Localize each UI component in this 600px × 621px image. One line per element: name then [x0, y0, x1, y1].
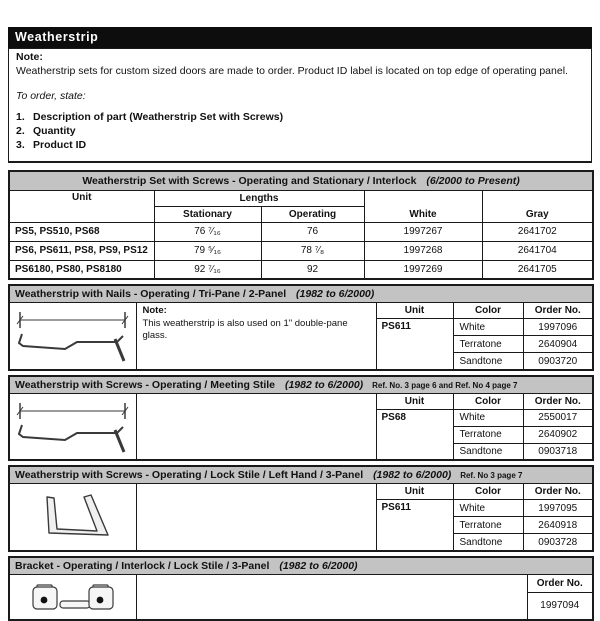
section-date-range: (1982 to 6/2000) — [284, 378, 364, 391]
color-cell: Terratone — [453, 517, 523, 534]
reference-note: Ref. No 3 page 7 — [460, 471, 523, 481]
table-row — [9, 260, 593, 279]
section-title: Bracket - Operating / Interlock / Lock Stile / 3-Panel — [15, 559, 270, 572]
column-header-unit: Unit — [376, 303, 453, 319]
color-cell: Terratone — [453, 426, 523, 443]
order-number-cell: 2640918 — [523, 517, 593, 534]
gray-order-cell: 2641705 — [482, 260, 593, 279]
step-text: Description of part (Weatherstrip Set with Screws) — [33, 110, 284, 123]
column-header-color: Color — [453, 393, 523, 409]
column-header-unit: Unit — [9, 190, 154, 222]
empty-cell — [136, 484, 376, 551]
order-instructions-intro: To order, state: — [16, 90, 86, 103]
table-row — [9, 222, 593, 241]
gray-order-cell: 2641704 — [482, 241, 593, 260]
weatherstrip-profile-drawing — [13, 306, 132, 366]
note-label: Note: — [142, 305, 167, 317]
column-header-stationary: Stationary — [154, 206, 261, 222]
color-cell: White — [453, 409, 523, 426]
white-order-cell: 1997268 — [364, 241, 482, 260]
section-date-range: (1982 to 6/2000) — [296, 288, 375, 301]
unit-cell: PS6180, PS80, PS8180 — [9, 260, 154, 279]
section-title: Weatherstrip with Nails - Operating / Tri-Pane / 2-Panel — [15, 288, 287, 301]
stationary-length-cell: 79 ⁵⁄₁₆ — [154, 241, 261, 260]
color-cell: Sandtone — [453, 534, 523, 551]
bracket-drawing — [17, 577, 129, 617]
column-header-color: Color — [453, 484, 523, 500]
order-number-cell: 2640902 — [523, 426, 593, 443]
order-number-cell: 2550017 — [523, 409, 593, 426]
section-title-bar — [9, 376, 593, 394]
order-number-cell: 0903728 — [523, 534, 593, 551]
column-header-gray: Gray — [482, 190, 593, 222]
section-date-range: (6/2000 to Present) — [426, 175, 520, 188]
reference-note: Ref. No. 3 page 6 and Ref. No 4 page 7 — [372, 380, 518, 390]
color-cell: Terratone — [453, 336, 523, 353]
order-number-cell: 2640904 — [523, 336, 593, 353]
drawing-cell — [9, 393, 136, 460]
order-step — [16, 138, 584, 152]
section-title: Weatherstrip with Screws - Operating / Lock Stile / Left Hand / 3-Panel — [15, 469, 364, 482]
gray-order-cell: 2641702 — [482, 222, 593, 241]
weatherstrip-meeting-stile-table — [8, 375, 594, 462]
order-number-cell: 1997095 — [523, 500, 593, 517]
step-number: 1. — [16, 110, 25, 123]
color-cell: White — [453, 500, 523, 517]
weatherstrip-nails-table — [8, 284, 594, 371]
color-cell: White — [453, 319, 523, 336]
lock-stile-channel-drawing — [18, 488, 128, 546]
color-cell: Sandtone — [453, 353, 523, 370]
column-header-white: White — [364, 190, 482, 222]
column-header-order: Order No. — [523, 484, 593, 500]
stationary-length-cell: 76 ⁷⁄₁₆ — [154, 222, 261, 241]
column-header-color: Color — [453, 303, 523, 319]
empty-cell — [136, 393, 376, 460]
empty-cell — [136, 574, 527, 620]
column-header-lengths: Lengths — [154, 190, 364, 206]
column-header-unit: Unit — [376, 393, 453, 409]
bracket-table — [8, 556, 594, 621]
white-order-cell: 1997267 — [364, 222, 482, 241]
order-step — [16, 110, 584, 124]
drawing-cell — [9, 574, 136, 620]
order-steps-list — [16, 110, 584, 153]
unit-cell: PS611 — [376, 500, 453, 551]
column-header-order: Order No. — [527, 574, 593, 592]
note-label: Note: — [16, 51, 43, 63]
order-number-cell: 1997096 — [523, 319, 593, 336]
section-title: Weatherstrip with Screws - Operating / Meeting Stile — [15, 378, 276, 391]
step-number: 3. — [16, 139, 25, 152]
section-date-range: (1982 to 6/2000) — [279, 559, 358, 572]
step-text: Quantity — [33, 125, 76, 138]
section-title-bar — [9, 466, 593, 484]
drawing-cell — [9, 303, 136, 370]
note-cell — [136, 303, 376, 370]
weatherstrip-profile-drawing — [13, 397, 132, 457]
section-title-bar — [9, 285, 593, 303]
column-header-order: Order No. — [523, 393, 593, 409]
order-step — [16, 124, 584, 138]
page-title: Weatherstrip — [8, 27, 592, 48]
unit-cell: PS68 — [376, 409, 453, 460]
column-header-order: Order No. — [523, 303, 593, 319]
note-box — [8, 48, 592, 163]
section-title-bar — [9, 171, 593, 190]
column-header-operating: Operating — [261, 206, 364, 222]
color-cell: Sandtone — [453, 443, 523, 460]
step-number: 2. — [16, 125, 25, 138]
operating-length-cell: 76 — [261, 222, 364, 241]
section-title-bar — [9, 557, 593, 575]
table-row — [9, 241, 593, 260]
white-order-cell: 1997269 — [364, 260, 482, 279]
order-number-cell: 0903718 — [523, 443, 593, 460]
unit-cell: PS5, PS510, PS68 — [9, 222, 154, 241]
section-date-range: (1982 to 6/2000) — [373, 469, 452, 482]
drawing-cell — [9, 484, 136, 551]
weatherstrip-set-table — [8, 170, 594, 280]
column-header-unit: Unit — [376, 484, 453, 500]
operating-length-cell: 92 — [261, 260, 364, 279]
unit-cell: PS611 — [376, 319, 453, 370]
order-number-cell: 1997094 — [527, 592, 593, 620]
section-title: Weatherstrip Set with Screws - Operating and Stationary / Interlock — [82, 175, 417, 188]
weatherstrip-lock-stile-table — [8, 465, 594, 552]
stationary-length-cell: 92 ⁷⁄₁₆ — [154, 260, 261, 279]
order-number-cell: 0903720 — [523, 353, 593, 370]
note-text: This weatherstrip is also used on 1" double-pane glass. — [142, 317, 348, 342]
step-text: Product ID — [33, 139, 87, 152]
operating-length-cell: 78 ⁷⁄₈ — [261, 241, 364, 260]
unit-cell: PS6, PS611, PS8, PS9, PS12 — [9, 241, 154, 260]
note-text: Weatherstrip sets for custom sized doors are made to order. Product ID label is located on top edge of operating panel. — [16, 64, 568, 77]
